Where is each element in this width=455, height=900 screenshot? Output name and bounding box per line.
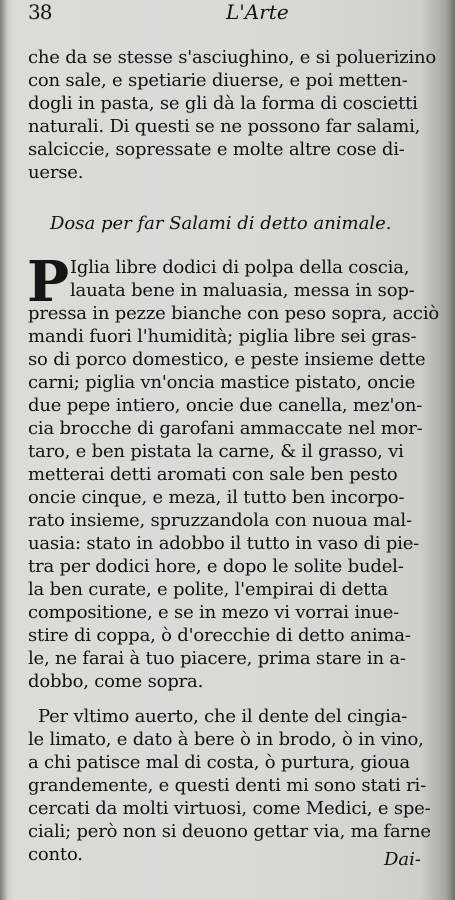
text-line: due pepe intiero, oncie due canella, mez'on- xyxy=(28,395,423,416)
text-line: le, ne farai à tuo piacere, prima stare in a- xyxy=(28,648,406,669)
text-line: con sale, e spetiarie diuerse, e poi metten- xyxy=(28,70,408,91)
text-line: la ben curate, e polite, l'empirai di detta xyxy=(28,579,388,600)
text-line: cia brocche di garofani ammaccate nel mor- xyxy=(28,418,423,439)
text-line: oncie cinque, e meza, il tutto ben incorpo- xyxy=(28,487,405,508)
text-line: mandi fuori l'humidità; piglia libre sei gras- xyxy=(28,326,417,347)
text-line: uerse. xyxy=(28,162,84,183)
drop-cap: P xyxy=(27,249,69,315)
text-line: ciali; però non si deuono gettar via, ma farne xyxy=(28,821,431,842)
text-line: tra per dodici hore, e dopo le solite budel- xyxy=(28,556,404,577)
paragraph-3 xyxy=(28,705,438,866)
text-line: cercati da molti virtuosi, come Medici, e spe- xyxy=(28,798,431,819)
catchword: Dai- xyxy=(383,849,421,870)
text-line: naturali. Di questi se ne possono far salami, xyxy=(28,116,421,137)
text-line: lauata bene in maluasia, messa in sop- xyxy=(70,280,415,301)
text-line: compositione, e se in mezo vi vorrai inue- xyxy=(28,602,400,623)
text-line: metterai detti aromati con sale ben pesto xyxy=(28,464,398,485)
text-line: rato insieme, spruzzandola con nuoua mal- xyxy=(28,510,412,531)
text-line: taro, e ben pistata la carne, & il grasso, vi xyxy=(28,441,404,462)
text-line: pressa in pezze bianche con peso sopra, acciò xyxy=(28,303,440,324)
text-line: che da se stesse s'asciughino, e si poluerizino xyxy=(28,47,437,68)
text-line: grandemente, e questi denti mi sono stati ri- xyxy=(28,775,426,796)
page-header xyxy=(28,0,438,30)
text-line: dobbo, come sopra. xyxy=(28,671,204,692)
paragraph-1 xyxy=(28,46,438,184)
text-line: le limato, e dato à bere ò in brodo, ò in vino, xyxy=(28,729,424,750)
paragraph-2 xyxy=(27,249,440,693)
text-line: so di porco domestico, e peste insieme dette xyxy=(28,349,426,370)
text-line: uasia: stato in adobbo il tutto in vaso di pie- xyxy=(28,533,420,554)
page-number: 38 xyxy=(28,0,52,24)
text-line: Per vltimo auerto, che il dente del cingia- xyxy=(38,706,408,727)
text-line: conto. xyxy=(28,844,83,865)
text-line: salciccie, sopressate e molte altre cose di- xyxy=(28,139,405,160)
text-line: dogli in pasta, se gli dà la forma di coscietti xyxy=(28,93,418,114)
text-line: stire di coppa, ò d'orecchie di detto anima- xyxy=(28,625,411,646)
page xyxy=(10,0,445,900)
text-line: carni; piglia vn'oncia mastice pistato, oncie xyxy=(28,372,416,393)
text-line: Iglia libre dodici di polpa della coscia, xyxy=(70,257,410,278)
running-head: L'Arte xyxy=(226,0,289,24)
text-line: a chi patisce mal di costa, ò purtura, gioua xyxy=(28,752,410,773)
section-heading: Dosa per far Salami di detto animale. xyxy=(50,213,392,234)
